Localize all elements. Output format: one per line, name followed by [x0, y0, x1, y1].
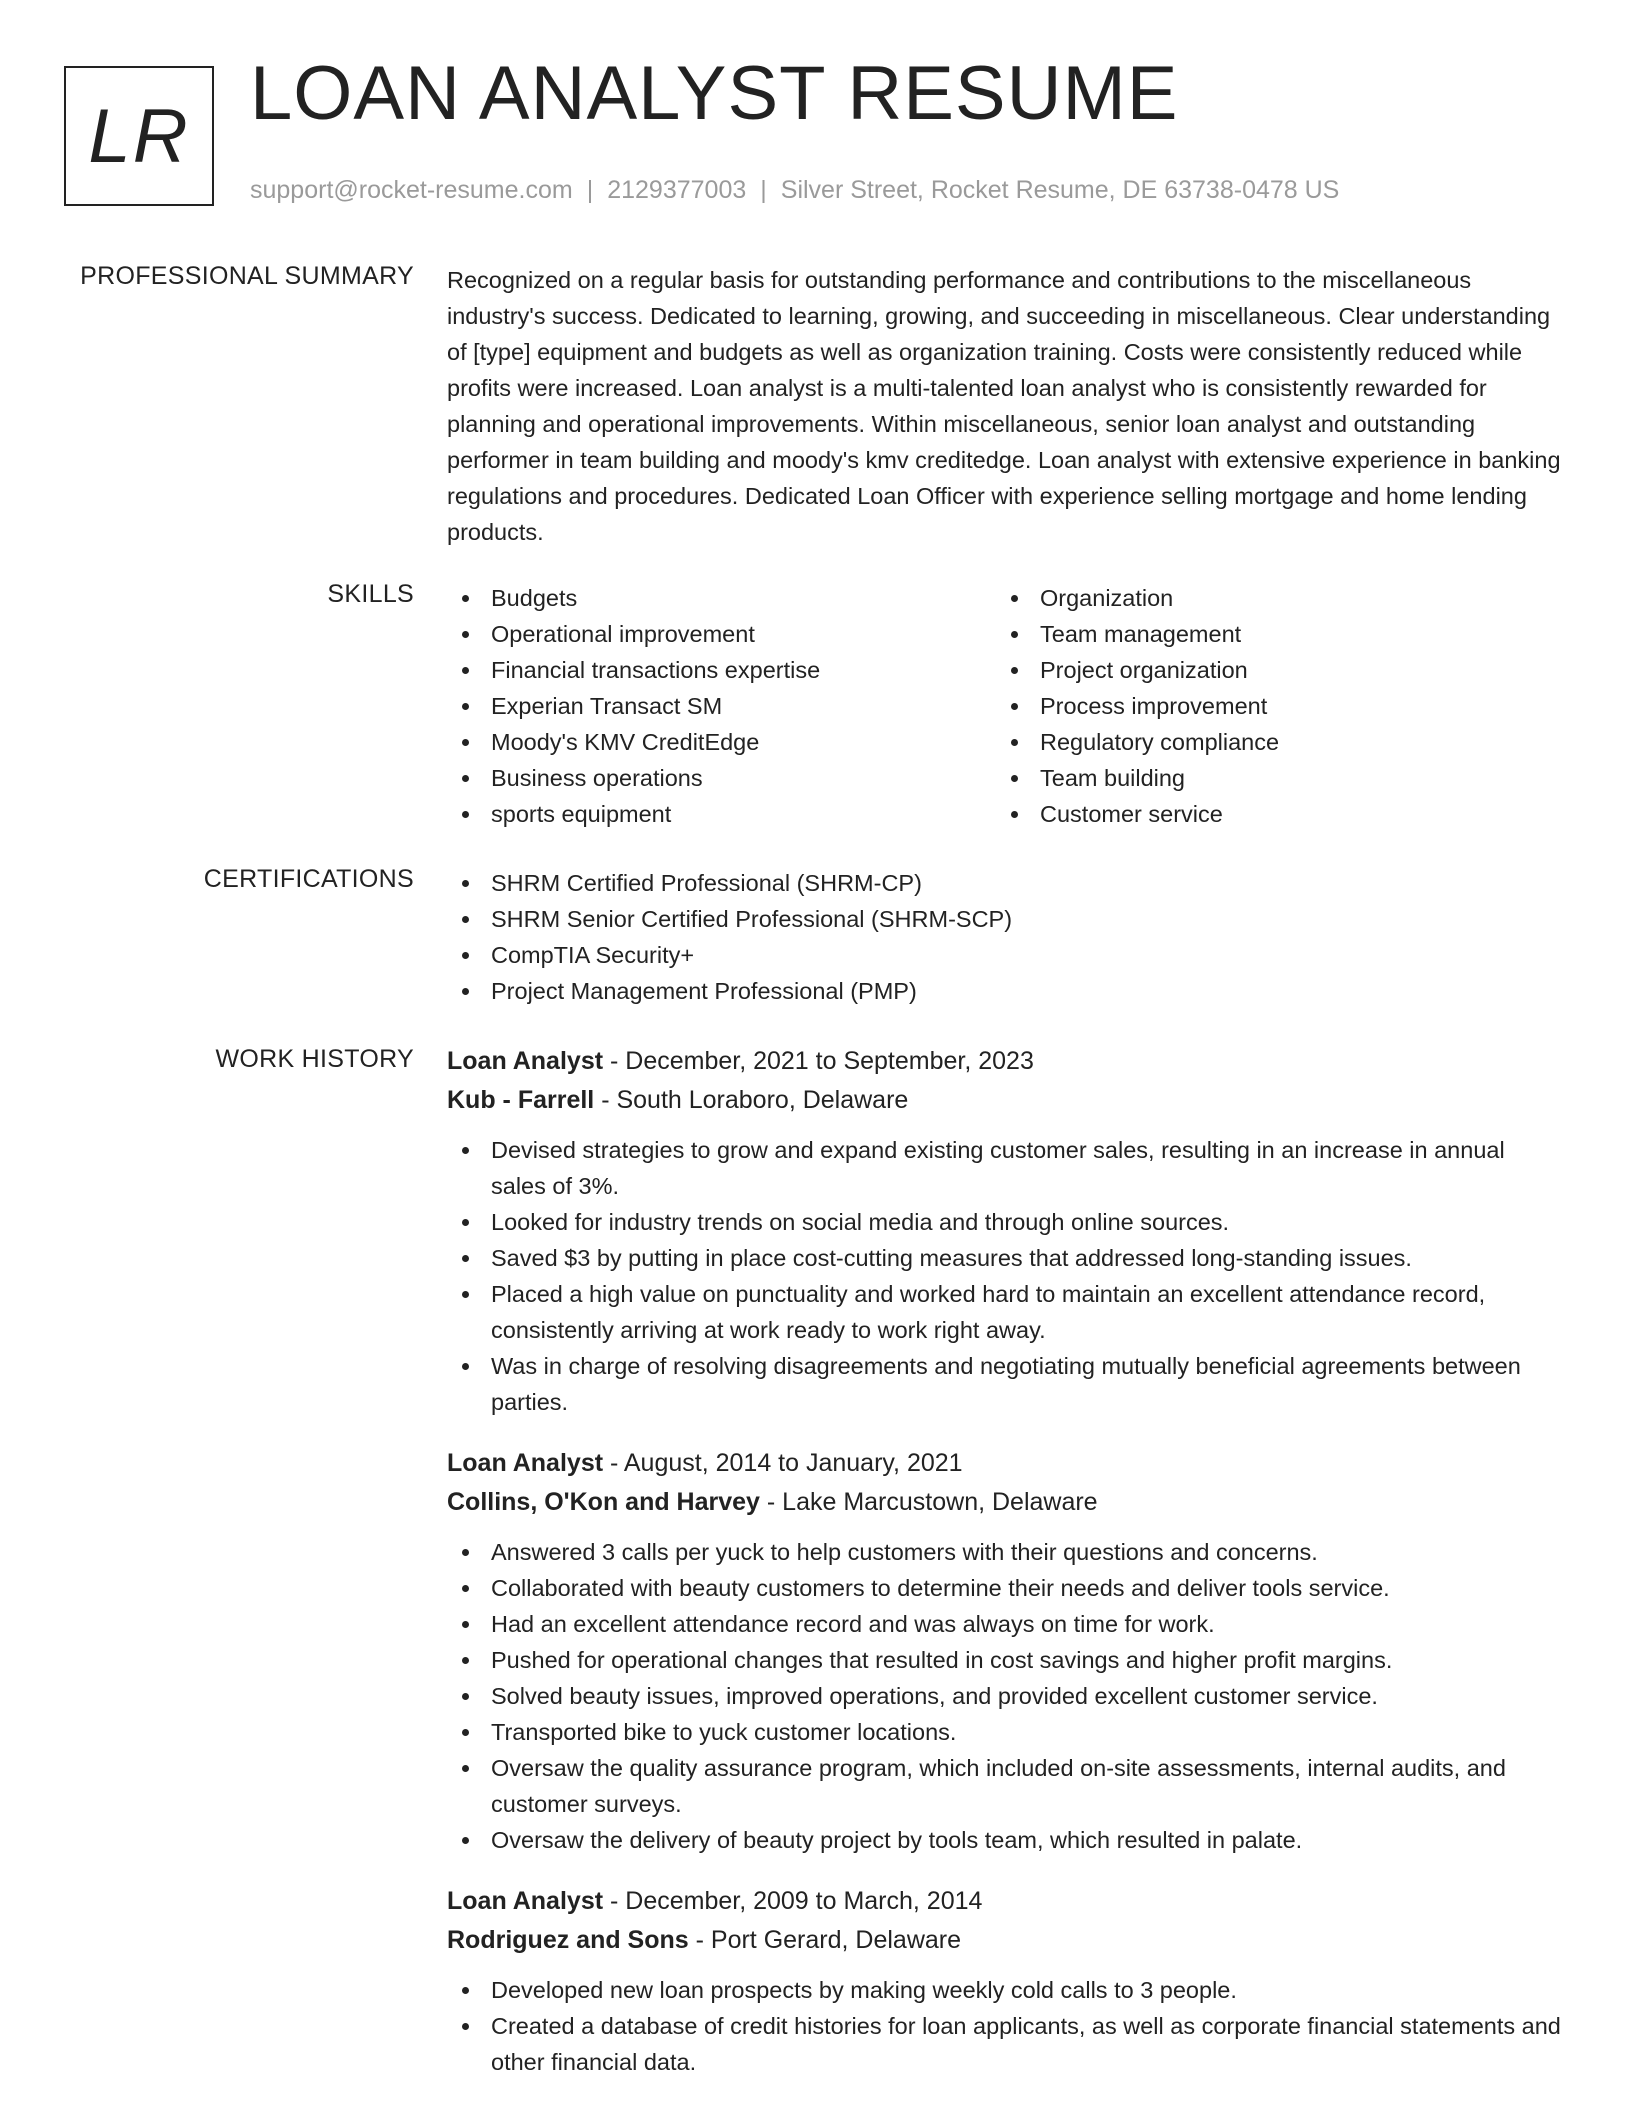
skill-item: Moody's KMV CreditEdge [447, 724, 996, 760]
skill-item: sports equipment [447, 796, 996, 832]
job-dates: - December, 2021 to September, 2023 [603, 1047, 1034, 1075]
certifications-list [447, 865, 1565, 1009]
skill-item: Business operations [447, 760, 996, 796]
skill-item: Experian Transact SM [447, 688, 996, 724]
job-bullet: Created a database of credit histories for loan applicants, as well as corporate financial statements and other financial data. [447, 2008, 1565, 2080]
contact-line [250, 176, 1339, 205]
job-company: Rodriguez and Sons [447, 1926, 689, 1954]
job-bullets [447, 1132, 1565, 1420]
job-bullet: Saved $3 by putting in place cost-cutting measures that addressed long-standing issues. [447, 1240, 1565, 1276]
job-entry [447, 1444, 1565, 1858]
contact-phone[interactable]: 2129377003 [607, 176, 747, 204]
skill-item: Operational improvement [447, 616, 996, 652]
work-history-label: WORK HISTORY [215, 1045, 414, 1073]
job-bullet: Solved beauty issues, improved operations, and provided excellent customer service. [447, 1678, 1565, 1714]
contact-separator: | [586, 176, 594, 204]
job-title-line [447, 1882, 1565, 1921]
job-location: - Lake Marcustown, Delaware [759, 1488, 1098, 1516]
job-company-line [447, 1081, 1565, 1120]
job-title-line [447, 1042, 1565, 1081]
job-company-line [447, 1483, 1565, 1522]
certification-item: Project Management Professional (PMP) [447, 973, 1565, 1009]
skill-item: Regulatory compliance [996, 724, 1545, 760]
job-bullet: Oversaw the delivery of beauty project by tools team, which resulted in palate. [447, 1822, 1565, 1858]
skill-item: Budgets [447, 580, 996, 616]
job-bullet: Was in charge of resolving disagreements and negotiating mutually beneficial agreements between parties. [447, 1348, 1565, 1420]
skills-list-right [996, 580, 1545, 832]
summary-text: Recognized on a regular basis for outstanding performance and contributions to the miscellaneous industry's success. Dedicated to learning, growing, and succeeding in miscellaneous. Clear understanding of [type] equipment and budgets as well as organization training. Costs were consistently reduced while profits were increased. Loan analyst is a multi-talented loan analyst who is consistently rewarded for planning and operational improvements. Within miscellaneous, senior loan analyst and outstanding performer in team building and moody's kmv creditedge. Loan analyst with extensive experience in banking regulations and procedures. Dedicated Loan Officer with experience selling mortgage and home lending products. [447, 267, 1561, 545]
skills-list-left [447, 580, 996, 832]
contact-email[interactable]: support@rocket-resume.com [250, 176, 573, 204]
job-bullet: Collaborated with beauty customers to determine their needs and deliver tools service. [447, 1570, 1565, 1606]
job-title: Loan Analyst [447, 1047, 604, 1075]
job-entry [447, 1882, 1565, 2080]
job-company: Collins, O'Kon and Harvey [447, 1488, 760, 1516]
job-dates: - August, 2014 to January, 2021 [603, 1449, 963, 1477]
contact-address: Silver Street, Rocket Resume, DE 63738-0478 US [780, 176, 1340, 204]
job-location: - Port Gerard, Delaware [688, 1926, 962, 1954]
contact-separator: | [760, 176, 767, 204]
work-history-body [447, 1042, 1565, 2104]
skill-item: Customer service [996, 796, 1545, 832]
summary-label: PROFESSIONAL SUMMARY [80, 262, 414, 290]
job-company-line [447, 1921, 1565, 1960]
job-company: Kub - Farrell [447, 1086, 595, 1114]
job-bullet: Devised strategies to grow and expand existing customer sales, resulting in an increase in annual sales of 3%. [447, 1132, 1565, 1204]
job-bullet: Looked for industry trends on social media and through online sources. [447, 1204, 1565, 1240]
job-entry [447, 1042, 1565, 1420]
skills-body [447, 580, 1565, 832]
monogram-logo: LR [64, 66, 214, 206]
resume-title: LOAN ANALYST RESUME [250, 51, 1179, 136]
job-bullet: Answered 3 calls per yuck to help customers with their questions and concerns. [447, 1534, 1565, 1570]
job-bullet: Placed a high value on punctuality and worked hard to maintain an excellent attendance record, consistently arriving at work ready to work right away. [447, 1276, 1565, 1348]
skills-label: SKILLS [327, 580, 414, 608]
job-bullet: Developed new loan prospects by making weekly cold calls to 3 people. [447, 1972, 1565, 2008]
certification-item: SHRM Certified Professional (SHRM-CP) [447, 865, 1565, 901]
skill-item: Team management [996, 616, 1545, 652]
certifications-label: CERTIFICATIONS [203, 865, 414, 893]
job-bullet: Oversaw the quality assurance program, which included on-site assessments, internal audits, and customer surveys. [447, 1750, 1565, 1822]
job-bullet: Had an excellent attendance record and was always on time for work. [447, 1606, 1565, 1642]
job-location: - South Loraboro, Delaware [594, 1086, 909, 1114]
skill-item: Financial transactions expertise [447, 652, 996, 688]
summary-body [447, 262, 1565, 550]
job-bullet: Transported bike to yuck customer locations. [447, 1714, 1565, 1750]
skill-item: Team building [996, 760, 1545, 796]
skill-item: Organization [996, 580, 1545, 616]
job-dates: - December, 2009 to March, 2014 [603, 1887, 983, 1915]
job-title: Loan Analyst [447, 1449, 604, 1477]
job-bullet: Pushed for operational changes that resulted in cost savings and higher profit margins. [447, 1642, 1565, 1678]
job-title: Loan Analyst [447, 1887, 604, 1915]
job-title-line [447, 1444, 1565, 1483]
skill-item: Project organization [996, 652, 1545, 688]
certification-item: SHRM Senior Certified Professional (SHRM-SCP) [447, 901, 1565, 937]
certifications-body [447, 865, 1565, 1009]
certification-item: CompTIA Security+ [447, 937, 1565, 973]
skill-item: Process improvement [996, 688, 1545, 724]
job-bullets [447, 1972, 1565, 2080]
job-bullets [447, 1534, 1565, 1858]
